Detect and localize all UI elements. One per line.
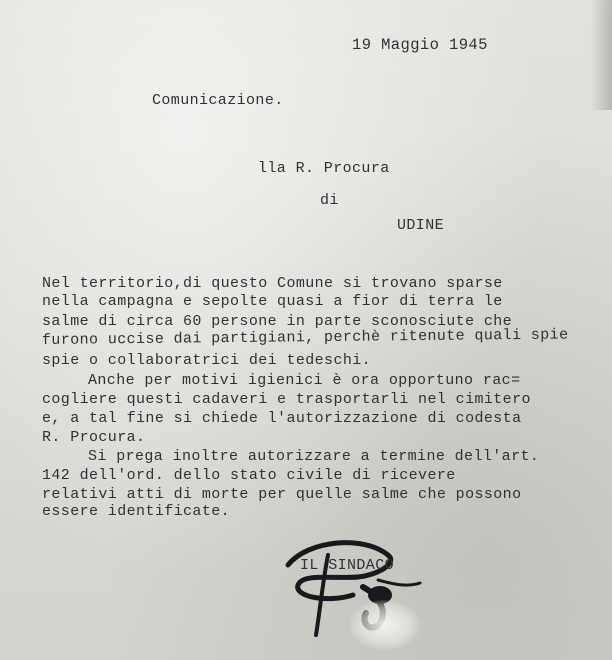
body-line: e, a tal fine si chiede l'autorizzazione di codesta [42, 410, 522, 427]
body-line: nella campagna e sepolte quasi a fior di terra le [42, 293, 503, 310]
signer-title: IL SINDACO [300, 557, 395, 574]
recipient-line-1: lla R. Procura [258, 160, 390, 177]
body-line: relativi atti di morte per quelle salme che possono [42, 486, 522, 503]
body-line: Anche per motivi igienici è ora opportuno rac= [88, 372, 521, 389]
recipient-line-2: di [320, 192, 339, 209]
body-line: 142 dell'ord. dello stato civile di ricevere [42, 467, 456, 484]
body-line: Si prega inoltre autorizzare a termine dell'art. [88, 448, 540, 465]
body-line: salme di circa 60 persone in parte sconosciute che [42, 313, 513, 330]
letter-subject: Comunicazione. [152, 92, 284, 109]
paper-stain [350, 600, 420, 650]
body-line: cogliere questi cadaveri e trasportarli nel cimitero [42, 391, 531, 408]
letter-date: 19 Maggio 1945 [352, 36, 488, 54]
body-line: Nel territorio,di questo Comune si trovano sparse [42, 275, 503, 292]
body-line: spie o collaboratrici dei tedeschi. [42, 352, 372, 369]
body-line: R. Procura. [42, 429, 146, 446]
body-line: essere identificate. [42, 503, 231, 520]
recipient-line-3: UDINE [397, 217, 445, 234]
body-line: furono uccise dai partigiani, perchè ritenute quali spie [41, 326, 569, 349]
page-shadow [590, 0, 612, 110]
